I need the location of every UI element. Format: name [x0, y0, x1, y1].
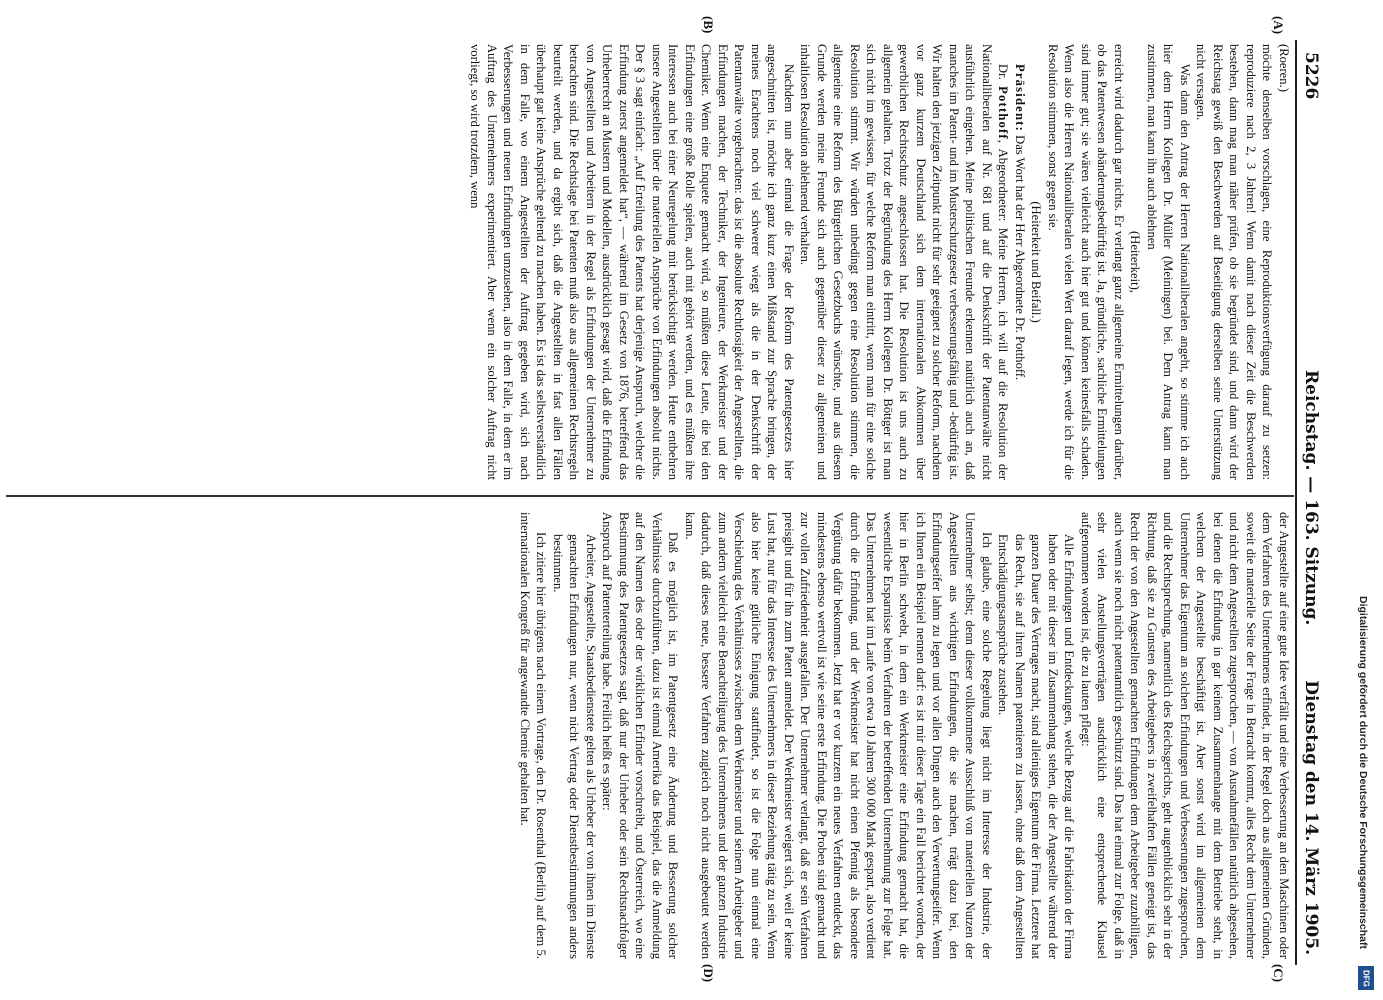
header-rule — [1295, 40, 1297, 965]
column-divider — [6, 495, 1294, 497]
digitization-credit-text: Digitalisierung gefördert durch die Deutsche Forschungsgemeinschaft — [1357, 596, 1369, 949]
paragraph: Alle Erfindungen und Entdeckungen, welche Bezug auf die Fabrikation der Firma haben oder mit dieser im Zusammenhang stehen, die der Angestellte während der ganzen Dauer des Vertrages macht, sind alleiniges Eigentum der Firma. Letztere hat das Recht, sie auf ihren Namen patentieren zu lassen, ohne daß dem Angestellten Entschädigungsansprüche zustehen. — [996, 534, 1077, 959]
header-date: Dienstag den 14. März 1905. — [1301, 680, 1321, 955]
paragraph: (Heiterkeit), — [1128, 231, 1143, 293]
right-text-column — [6, 512, 1292, 959]
margin-mark-b: (B) — [701, 16, 716, 34]
paragraph: (Heiterkeit und Beifall.) — [1029, 201, 1044, 323]
paragraph: Arbeiter, Angestellte, Staatsbedienstete gelten als Urheber der von ihnen im Dienste gemachten Erfindungen nur, wenn nicht Vertrag oder Dienstbestimmungen anders bestimmen. — [551, 534, 598, 959]
paragraph: erreicht wird dadurch gar nichts. Er verlangt ganz allgemeine Ermittelungen darüber, ob das Patentwesen abänderungsbedürftig ist. Ja, gründliche, sachliche Ermittelungen sind immer gut; sie wären vielleicht auch hier gut und können keinesfalls schaden. Wenn also die Herren Nationalliberalen vielen Wert darauf legen, werde ich für die Resolution stimmen, sonst gegen sie. — [1046, 44, 1126, 480]
paragraph: Dr. Potthoff, Abgeordneter: Meine Herren, ich will auf die Resolution der Nationalliberalen auf Nr. 681 und auf die Denkschrift der Patentanwälte nicht ausführlich eingehen. Meine politischen Freunde erkennen natürlich auch an, daß manches im Patent- und im Musterschutzgesetz verbesserungsfähig und -bedürftig ist. Wir halten den jetzigen Zeitpunkt nicht für sehr geeignet zu solcher Reform, nachdem vor ganz kurzem Deutschland sich dem internationalen Abkommen über gewerblichen Rechtsschutz angeschlossen hat. Die Resolution ist uns auch zu allgemein gehalten. Trotz der Begründung des Herrn Kollegen Dr. Böttger ist man sich nicht im gewissen, für welche Reform man eintritt, wenn man für eine solche Resolution stimmt. Wir würden unbedingt gegen eine Resolution stimmen, die allgemeine eine Reform des Bürgerlichen Gesetzbuchs wünschte, und aus diesem Grunde werden meine Freunde sich auch gegenüber dieser zu allgemeinen und inhaltlosen Resolution ablehnend verhalten. — [798, 44, 1011, 480]
paragraph: Präsident: Das Wort hat der Herr Abgeordnete Dr. Potthoff. — [1013, 64, 1027, 381]
header-title: Reichstag. — 163. Sitzung. — [1301, 370, 1321, 626]
left-text-column — [6, 44, 1292, 480]
paragraph: Ich glaube, eine solche Regelung liegt nicht im Interesse der Industrie, der Unternehmer selbst; denn dieser vollkommene Ausschluß von materiellen Nutzen der Angestellten aus wichtigen Erfindungen, die sie machen, trägt dazu bei, den Erfindungseifer lahm zu legen und vor allen Dingen auch den Verwertungseifer. Wenn ich Ihnen ein Beispiel nennen darf: es ist mir dieser Tage ein Fall berichtet worden, der hier in Berlin schwebt, in dem ein Werkmeister eine Erfindung gemacht hat, die wesentliche Ersparnisse beim Verfahren der betreffenden Unternehmung zur Folge hat. Das Unternehmen hat im Laufe von etwa 10 Jahren 300 000 Mark gespart, also verdient durch die Erfindung, und der Werkmeister hat nicht einen Pfennig als besondere Vergütung dafür bekommen. Jetzt hat er vor kurzem ein neues Verfahren entdeckt, das mindestens ebenso wertvoll ist wie seine erste Erfindung. Die Proben sind gemacht und zur vollen Zufriedenheit ausgefallen. Der Unternehmer verlangt, daß er sein Verfahren preisgibt und für ihn zum Patent anmeldet. Der Werkmeister weigert sich, weil er keine Lust hat, nur für das Interesse des Unternehmers in dieser Beziehung tätig zu sein. Wenn also hier keine gütliche Einigung stattfindet, so ist die Folge nun einmal eine Verschiebung des Verhältnisses zwischen dem Werkmeister und seinem Arbeitgeber und zum andern vielleicht eine Benachteiligung des Unternehmens und der ganzen Industrie dadurch, daß dieses neue, bessere Verfahren zugleich noch nicht ausgebeutet werden kann. — [683, 512, 994, 959]
paragraph: (Roeren.) — [1277, 44, 1291, 92]
margin-mark-c: (C) — [1271, 964, 1286, 983]
margin-mark-a: (A) — [1271, 16, 1286, 35]
page-number: 5226 — [1301, 52, 1321, 100]
paragraph: möchte denselben vorschlagen, eine Reproduktionsverfügung darauf zu setzen: reproduziere nach 2, 3 Jahren! Wenn damit nach dieser Zeit die Beschwerden bestehen, dann mag man näher prüfen, ob sie begründet sind, und dann wird der Reichstag gewiß den Beschwerden auf Beseitigung derselben seine Unterstützung nicht versagen. — [1194, 44, 1275, 480]
paragraph: der Angestellte auf eine gute Idee verfällt und eine Verbesserung an den Maschinen oder dem Verfahren des Unternehmens erfindet, in der Regel doch aus allgemeinen Gründen, soweit die materielle Seite der Frage in Betracht kommt, alles Recht dem Unternehmer und nicht dem Angestellten zugesprochen, — von Ausnahmefällen natürlich abgesehen, bei denen die Erfindung in gar keinem Zusammenhange mit dem Betriebe steht, in welchem der Angestellte beschäftigt ist. Aber sonst wird im allgemeinen dem Unternehmer das Eigentum an solchen Erfindungen und Verbesserungen zugesprochen, und die Rechtsprechung, namentlich des Reichsgerichts, geht augenblicklich sehr in der Richtung, daß sie zu Gunsten des Arbeitgebers in zweifelhaften Fällen geneigt ist, das Recht der von den Angestellten gemachten Erfindungen dem Arbeitgeber zuzubilligen, auch wenn sie noch nicht patentamtlich geschützt sind. Das hat einmal zur Folge, daß in sehr vielen Anstellungsverträgen ausdrücklich eine entsprechende Klausel aufgenommen worden ist, die zu lauten pflegt: — [1079, 512, 1291, 959]
paragraph: Nachdem nun aber einmal die Frage der Reform des Patentgesetzes hier angeschnitten ist, möchte ich ganz kurz einen Mißstand zur Sprache bringen, der meines Erachtens noch viel schwerer wiegt als die in der Denkschrift der Patentanwälte vorgebrachten: das ist die absolute Rechtlosigkeit der Angestellten, die Erfindungen machen, der Techniker, der Ingenieure, der Werkmeister und der Chemiker. Wenn eine Enquete gemacht wird, so müßten diese Leute, die bei den Erfindungen eine große Rolle spielen, auch mit gehört werden, und es müßten ihre Interessen auch bei einer Neuregelung mit berücksichtigt werden. Heute entbehren unsere Angestellten über die materiellen Ansprüche von Erfindungen absolut nichts. Der § 3 sagt einfach: „Auf Erteilung des Patents hat derjenige Anspruch, welcher die Erfindung zuerst angemeldet hat“, — während im Gesetz von 1876, betreffend das Urheberrecht an Mustern und Modellen, ausdrücklich gesagt wird, daß die Erfindung von Angestellten und Arbeitern in der Regel als Erfindungen der Unternehmer zu betrachten sind. Die Rechtslage bei Patenten muß also aus allgemeinen Rechtsregeln beurteilt werden, und da ergibt sich, daß die Angestellten in fast allen Fällen überhaupt gar keine Ansprüche geltend zu machen haben. Es ist das selbstverständlich in dem Falle, wo einem Angestellten der Auftrag gegeben wird, sich nach Verbesserungen und neuen Erfindungen umzusehen, also in dem Falle, in dem er im Auftrag des Unternehmers experimentiert. Aber wenn ein solcher Auftrag nicht vorliegt, so wird trotzdem, wenn — [468, 44, 796, 480]
running-header — [1298, 40, 1324, 965]
margin-mark-d: (D) — [701, 964, 716, 983]
dfg-logo: DFG — [1358, 966, 1374, 990]
digitization-credit-strip — [1345, 0, 1383, 1000]
paragraph: Was dann den Antrag der Herren Nationalliberalen angeht, so stimme ich auch hier dem Herrn Kollegen Dr. Müller (Meiningen) bei. Dem Antrag kann man zustimmen, man kann ihn auch ablehnen — [1145, 44, 1192, 480]
paragraph: Ich zitiere hier übrigens nach einem Vortrage, den Dr. Rosenthal (Berlin) auf dem 5. internationalen Kongreß für angewandte Chemie gehalten hat. — [518, 512, 549, 959]
paragraph: Daß es möglich ist, im Patentgesetz eine Änderung und Besserung solcher Verhältnisse durchzuführen, dazu ist einmal Amerika das Beispiel, das die Anmeldung auf den Namen des oder der wirklichen Erfinder vorschreibt, und Österreich, wo eine Bestimmung des Patentgesetzes sagt, daß nur der Urheber oder sein Rechtsnachfolger Anspruch auf Patenterteilung habe. Freilich heißt es später: — [600, 512, 681, 959]
